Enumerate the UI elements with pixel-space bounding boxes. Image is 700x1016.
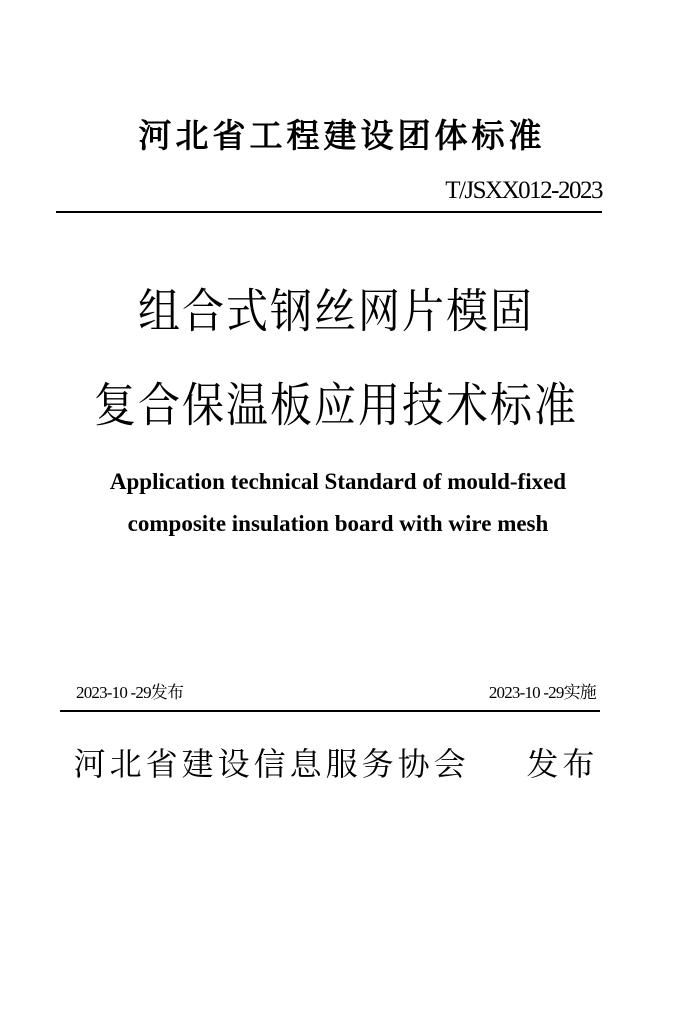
publisher: 河北省建设信息服务协会 发布: [73, 745, 599, 783]
document-category-title: 河北省工程建设团体标准: [138, 116, 546, 155]
top-divider: [56, 211, 602, 213]
implementation-date: 2023-10 -29实施: [488, 683, 596, 702]
bottom-divider: [60, 710, 600, 712]
english-title-line-2: composite insulation board with wire mesh: [127, 511, 549, 536]
standard-number: T/JSXX012-2023: [445, 177, 602, 204]
chinese-title-line-2: 复合保温板应用技术标准: [93, 378, 578, 433]
issue-date: 2023-10 -29发布: [76, 683, 184, 702]
english-title-line-1: Application technical Standard of mould-fixed: [109, 469, 567, 494]
chinese-title-line-1: 组合式钢丝网片模固: [137, 284, 534, 339]
